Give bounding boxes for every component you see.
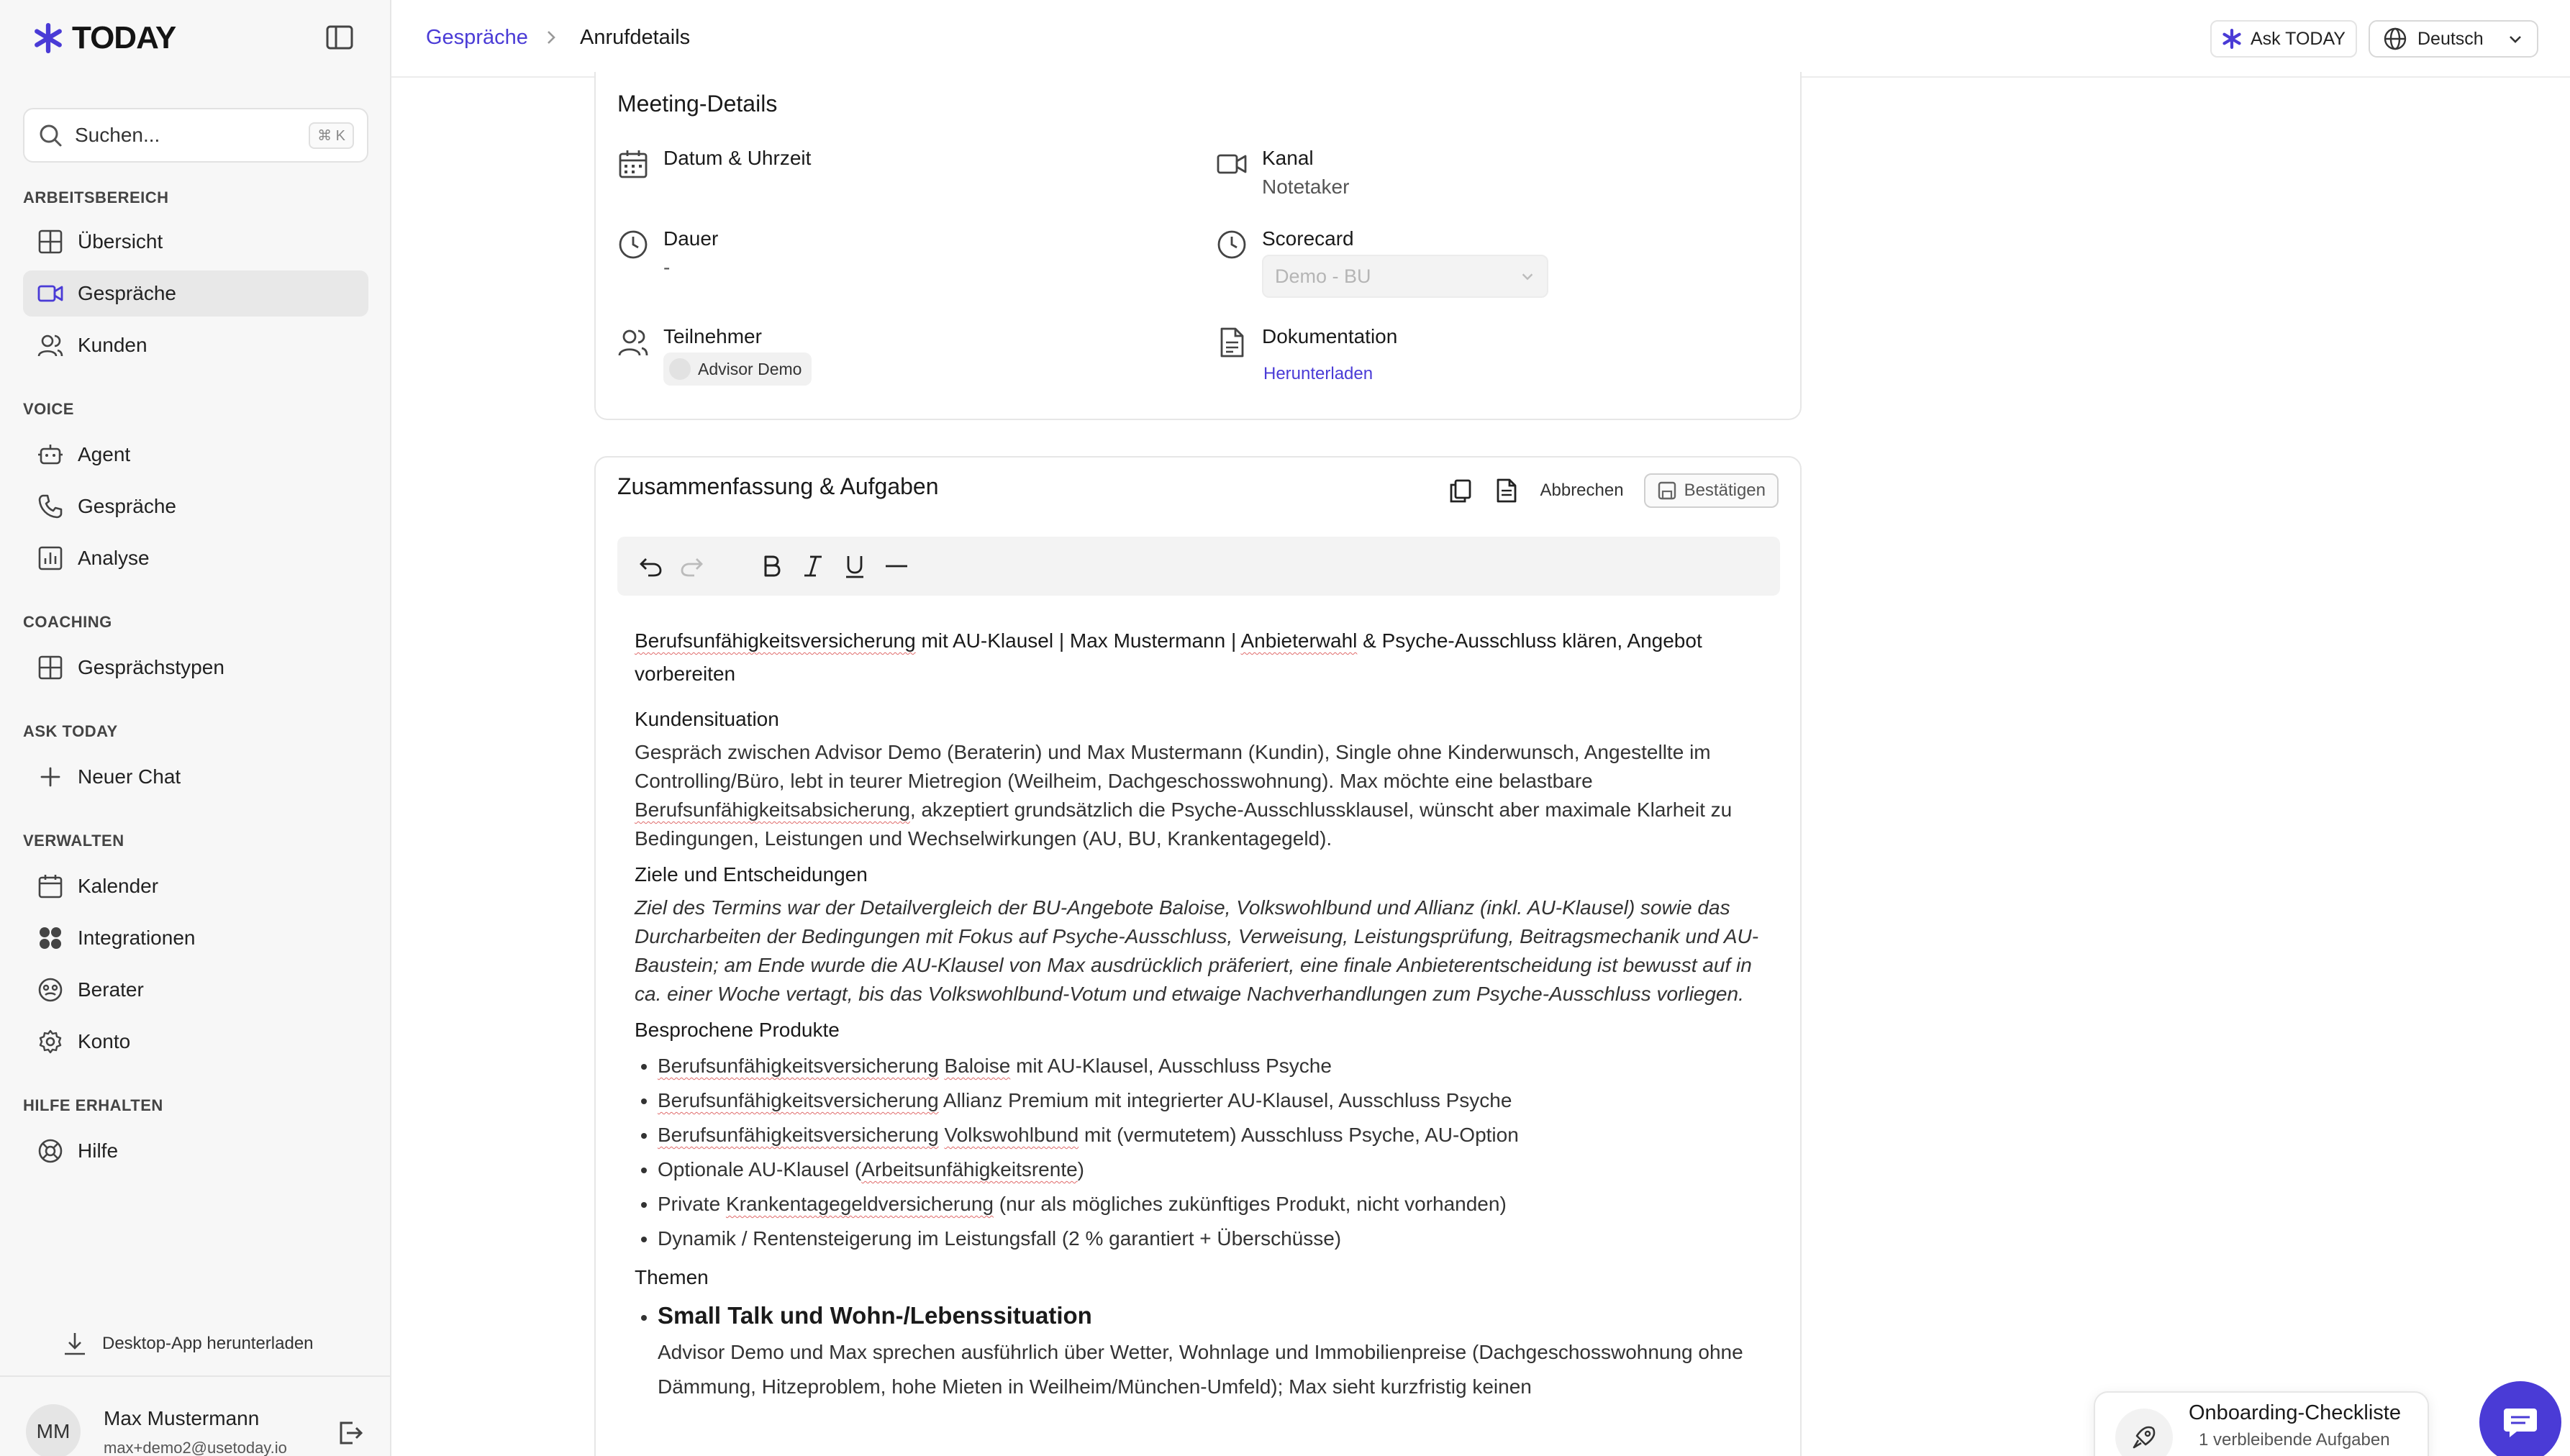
search-icon: [37, 122, 63, 148]
list-item: • Berufsunfähigkeitsversicherung Baloise mit AU-Klausel, Ausschluss Psyche: [658, 1049, 1764, 1083]
brand-name: TODAY: [72, 20, 176, 55]
summary-editor[interactable]: [635, 624, 1764, 1407]
summary-actions: [1448, 473, 1779, 508]
list-item: • Dynamik / Rentensteigerung im Leistungsfall (2 % garantiert + Überschüsse): [658, 1221, 1764, 1256]
underline-icon[interactable]: [842, 553, 868, 579]
copy-icon[interactable]: [1448, 478, 1474, 504]
sidebar-item-label: Konto: [78, 1030, 131, 1052]
sidebar-item-help[interactable]: [23, 1128, 368, 1174]
search-box[interactable]: [23, 108, 368, 163]
duration-value: -: [663, 256, 671, 278]
participant-name: Advisor Demo: [698, 359, 802, 378]
grid-icon: [37, 229, 63, 255]
section-label-voice: VOICE: [23, 400, 74, 418]
download-documentation-link[interactable]: Herunterladen: [1263, 364, 1373, 383]
heading-products: Besprochene Produkte: [635, 1019, 840, 1041]
sidebar-item-advisors[interactable]: [23, 967, 368, 1013]
heading-goals: Ziele und Entscheidungen: [635, 863, 868, 886]
grid-icon: [37, 655, 63, 681]
meeting-details-card: [594, 72, 1802, 420]
list-item: • Optionale AU-Klausel (Arbeitsunfähigkeitsrente): [658, 1152, 1764, 1187]
download-icon: [62, 1331, 88, 1357]
heading-customer-situation: Kundensituation: [635, 708, 779, 730]
today-star-icon: [33, 23, 63, 53]
gear-icon: [37, 1029, 63, 1055]
save-icon: [1657, 481, 1677, 501]
sidebar-item-conversations[interactable]: [23, 270, 368, 317]
chat-bubble-icon: [2501, 1403, 2540, 1442]
editor-toolbar: [617, 537, 1780, 596]
onboarding-title: Onboarding-Checkliste: [2189, 1401, 2401, 1424]
sidebar-item-label: Hilfe: [78, 1139, 119, 1162]
channel-label: Kanal: [1262, 147, 1314, 169]
sidebar-item-label: Agent: [78, 443, 131, 465]
customer-situation-text: Gespräch zwischen Advisor Demo (Beraterin) und Max Mustermann (Kundin), Single ohne Kinderwunsch, Angestellte im Controlling/Büro, lebt in teurer Mietregion (Weilheim, Dachgeschosswohnung). Max möchte eine belastbare Berufsunfähigkeitsabsicherung, akzeptiert grundsätzlich die Psyche-Ausschlussklausel, wünscht aber maximale Klarheit zu Bedingungen, Leistungen und Wechselwirkungen (AU, BU, Krankentagegeld).: [635, 741, 1733, 850]
confirm-label: Bestätigen: [1684, 481, 1766, 500]
participant-avatar: [669, 358, 691, 380]
chevron-right-icon: [542, 26, 560, 49]
bot-icon: [37, 442, 63, 468]
ask-today-label: Ask TODAY: [2251, 28, 2346, 49]
summary-title: Zusammenfassung & Aufgaben: [617, 473, 939, 499]
apps-icon: [37, 925, 63, 951]
chevron-down-icon: [1520, 268, 1535, 284]
sidebar-item-label: Berater: [78, 978, 144, 1001]
calendar-icon: [617, 148, 649, 180]
phone-icon: [37, 493, 63, 519]
summary-tasks-card: [594, 456, 1802, 1456]
sidebar-item-calendar[interactable]: [23, 863, 368, 909]
confirm-button[interactable]: [1644, 473, 1779, 508]
rocket-icon: [2115, 1409, 2173, 1456]
sidebar-toggle-icon[interactable]: [325, 24, 354, 50]
channel-value: Notetaker: [1262, 176, 1350, 198]
users-icon: [37, 332, 63, 358]
section-label-manage: VERWALTEN: [23, 832, 124, 850]
search-input[interactable]: Suchen...: [75, 124, 160, 146]
bar-chart-icon: [37, 545, 63, 571]
scorecard-label: Scorecard: [1262, 227, 1354, 250]
list-item: • Private Krankentagegeldversicherung (nur als mögliches zukünftiges Produkt, nicht vorhanden): [658, 1187, 1764, 1221]
sidebar-item-account[interactable]: [23, 1019, 368, 1065]
meeting-details-title: Meeting-Details: [617, 91, 778, 117]
sidebar-item-new-chat[interactable]: [23, 754, 368, 800]
sidebar: [0, 0, 391, 1456]
sidebar-item-agent[interactable]: [23, 432, 368, 478]
logout-icon[interactable]: [335, 1419, 364, 1447]
date-time-label: Datum & Uhrzeit: [663, 147, 812, 169]
duration-label: Dauer: [663, 227, 719, 250]
users-icon: [617, 327, 649, 358]
document-icon: [1216, 327, 1248, 358]
avatar[interactable]: MM: [26, 1404, 81, 1456]
topic-title: • Small Talk und Wohn-/Lebenssituation: [658, 1302, 1092, 1329]
language-select[interactable]: [2369, 20, 2538, 58]
documentation-label: Dokumentation: [1262, 325, 1398, 347]
section-label-ask-today: ASK TODAY: [23, 722, 118, 740]
participants-label: Teilnehmer: [663, 325, 762, 347]
chat-button[interactable]: [2479, 1381, 2561, 1456]
topics-list: [635, 1296, 1764, 1404]
sidebar-item-label: Gespräche: [78, 495, 176, 517]
onboarding-subtitle: 1 verbleibende Aufgaben: [2199, 1430, 2390, 1450]
sidebar-item-label: Kunden: [78, 334, 147, 356]
sidebar-item-integrations[interactable]: [23, 915, 368, 961]
products-list: [635, 1049, 1764, 1256]
scorecard-select: [1262, 255, 1548, 298]
user-email: max+demo2@usetoday.io: [104, 1439, 287, 1456]
download-desktop-app-link[interactable]: [62, 1331, 314, 1357]
redo-icon[interactable]: [679, 553, 705, 579]
brand-logo[interactable]: [33, 22, 176, 55]
ask-today-button[interactable]: [2210, 20, 2357, 58]
language-value: Deutsch: [2417, 28, 2484, 49]
today-star-icon: [2222, 29, 2242, 49]
sidebar-item-label: Gespräche: [78, 282, 176, 304]
sidebar-item-label: Gesprächstypen: [78, 656, 224, 678]
globe-icon: [2383, 27, 2407, 51]
sidebar-item-voice-calls[interactable]: [23, 483, 368, 529]
scorecard-value: Demo - BU: [1275, 265, 1371, 287]
list-item: • Berufsunfähigkeitsversicherung Volkswohlbund mit (vermutetem) Ausschluss Psyche, AU-Option: [658, 1118, 1764, 1152]
section-label-coaching: COACHING: [23, 613, 112, 631]
participant-chip[interactable]: [663, 352, 812, 386]
cancel-button[interactable]: Abbrechen: [1540, 481, 1624, 500]
divider: [0, 1375, 391, 1377]
sidebar-item-analysis[interactable]: [23, 535, 368, 581]
clock-icon: [1216, 229, 1248, 260]
summary-headline: Berufsunfähigkeitsversicherung mit AU-Klausel | Max Mustermann | Anbieterwahl & Psyche-Ausschluss klären, Angebot vorbereiten: [635, 629, 1702, 685]
sidebar-item-label: Neuer Chat: [78, 765, 181, 788]
sidebar-item-overview[interactable]: [23, 219, 368, 265]
undo-icon[interactable]: [637, 553, 663, 579]
advisor-face-icon: [37, 977, 63, 1003]
user-name: Max Mustermann: [104, 1407, 260, 1429]
search-shortcut: ⌘ K: [309, 122, 354, 149]
top-header: [391, 0, 2570, 78]
sidebar-item-customers[interactable]: [23, 322, 368, 368]
calendar-icon: [37, 873, 63, 899]
horizontal-rule-icon[interactable]: [884, 553, 909, 579]
lifebuoy-icon: [37, 1138, 63, 1164]
breadcrumb-conversations[interactable]: Gespräche: [426, 26, 528, 49]
sidebar-item-label: Übersicht: [78, 230, 163, 252]
sidebar-item-label: Kalender: [78, 875, 159, 897]
download-app-label: Desktop-App herunterladen: [102, 1334, 314, 1353]
clock-icon: [617, 229, 649, 260]
onboarding-checklist-widget[interactable]: [2094, 1391, 2429, 1456]
video-icon: [37, 281, 63, 306]
list-item: [658, 1296, 1764, 1404]
breadcrumb-call-details: Anrufdetails: [580, 26, 691, 49]
sidebar-item-label: Analyse: [78, 547, 150, 569]
plus-icon: [37, 764, 63, 790]
goals-text: Ziel des Termins war der Detailvergleich der BU-Angebote Baloise, Volkswohlbund und Allianz (inkl. AU-Klausel) sowie das Durcharbeiten der Bedingungen mit Fokus auf Psyche-Ausschluss, Verweisung, Leistungsprüfung, Beitragsmechanik und AU-Baustein; am Ende wurde die AU-Klausel von Max ausdrücklich präferiert, eine finale Anbieterentscheidung ist bewusst auf in ca. einer Woche vertagt, bis das Volkswohlbund-Votum und etwaige Nachverhandlungen zum Psyche-Ausschluss vorliegen.: [635, 896, 1759, 1005]
bold-icon[interactable]: [758, 553, 784, 579]
topic-body: Advisor Demo und Max sprechen ausführlich über Wetter, Wohnlage und Immobilienpreise (Dachgeschosswohnung ohne Dämmung, Hitzeproblem, hohe Mieten in Weilheim/München-Umfeld); Max sieht kurzfristig keinen: [658, 1341, 1743, 1398]
document-icon[interactable]: [1494, 478, 1520, 504]
chevron-down-icon: [2507, 30, 2524, 47]
italic-icon[interactable]: [800, 553, 826, 579]
heading-topics: Themen: [635, 1266, 709, 1288]
video-icon: [1216, 148, 1248, 180]
sidebar-item-label: Integrationen: [78, 927, 196, 949]
list-item: • Berufsunfähigkeitsversicherung Allianz Premium mit integrierter AU-Klausel, Ausschluss Psyche: [658, 1083, 1764, 1118]
sidebar-item-conversation-types[interactable]: [23, 645, 368, 691]
section-label-help: HILFE ERHALTEN: [23, 1096, 163, 1114]
section-label-workspace: ARBEITSBEREICH: [23, 188, 169, 206]
